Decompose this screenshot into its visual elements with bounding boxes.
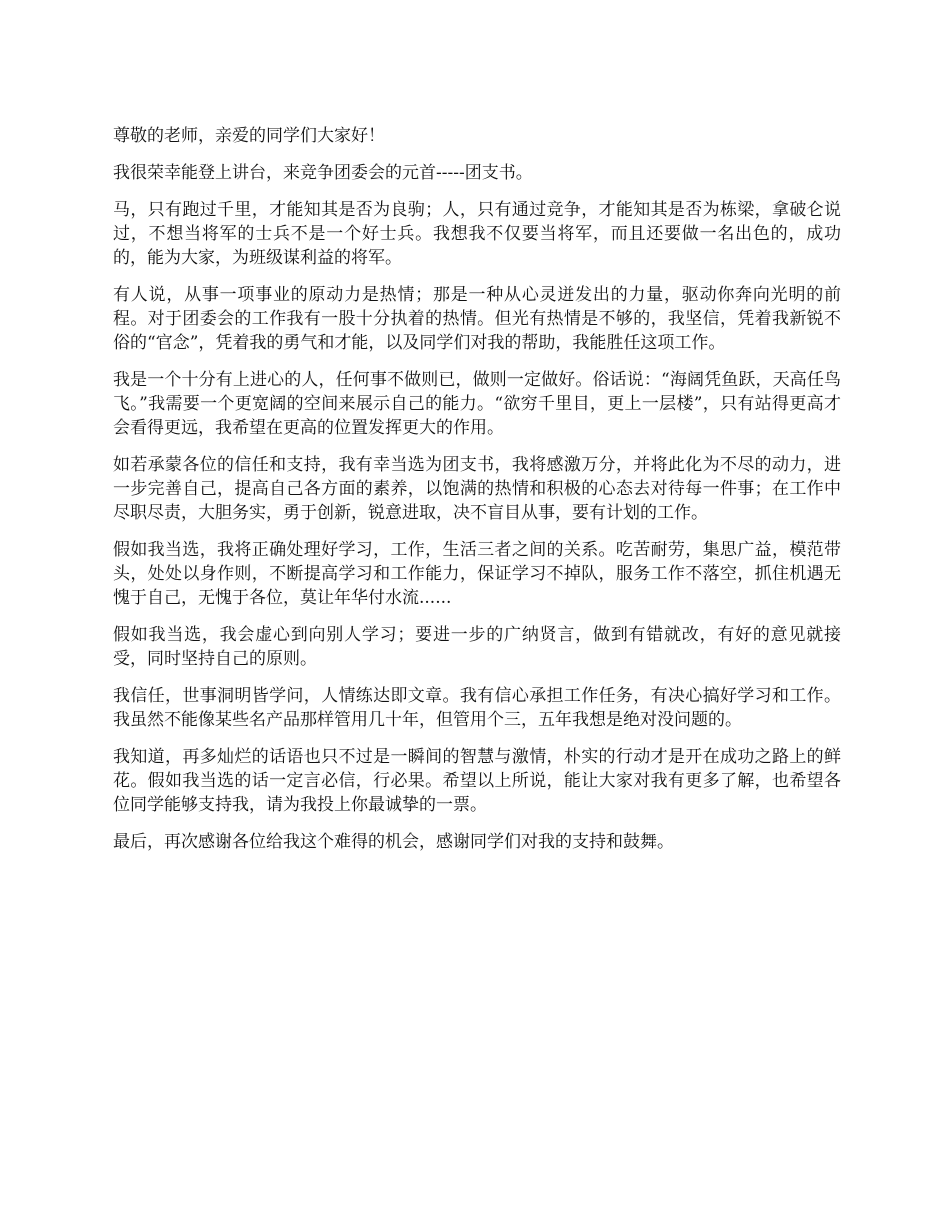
paragraph-competition: 马，只有跑过千里，才能知其是否为良驹；人，只有通过竞争，才能知其是否为栋梁，拿破仑说过，不想当将军的士兵不是一个好士兵。我想我不仅要当将军，而且还要做一名出色的，成功的，能为大家，为班级谋利益的将军。	[113, 200, 841, 268]
document-body	[113, 124, 841, 867]
paragraph-appeal: 我知道，再多灿烂的话语也只不过是一瞬间的智慧与激情，朴实的行动才是开在成功之路上的鲜花。假如我当选的话一定言必信，行必果。希望以上所说，能让大家对我有更多了解，也希望各位同学能够支持我，请为我投上你最诚挚的一票。	[113, 747, 841, 815]
paragraph-greeting: 尊敬的老师，亲爱的同学们大家好！	[113, 126, 385, 146]
paragraph-commitment: 如若承蒙各位的信任和支持，我有幸当选为团支书，我将感激万分，并将此化为不尽的动力，进一步完善自己，提高自己各方面的素养，以饱满的热情和积极的心态去对待每一件事；在工作中尽职尽责，大胆务实，勇于创新，锐意进取，决不盲目从事，要有计划的工作。	[113, 455, 841, 523]
paragraph-closing: 最后，再次感谢各位给我这个难得的机会，感谢同学们对我的支持和鼓舞。	[113, 832, 674, 852]
paragraph-confidence: 我信任，世事洞明皆学问，人情练达即文章。我有信心承担工作任务，有决心搞好学习和工作。我虽然不能像某些名产品那样管用几十年，但管用个三，五年我想是绝对没问题的。	[113, 686, 841, 730]
paragraph-balance: 假如我当选，我将正确处理好学习，工作，生活三者之间的关系。吃苦耐劳，集思广益，模范带头，处处以身作则，不断提高学习和工作能力，保证学习不掉队，服务工作不落空，抓住机遇无愧于自己，无愧于各位，莫让年华付水流......	[113, 540, 841, 608]
paragraph-ambition: 我是一个十分有上进心的人，任何事不做则已，做则一定做好。俗话说：“海阔凭鱼跃，天高任鸟飞。”我需要一个更宽阔的空间来展示自己的能力。“欲穷千里目，更上一层楼”，只有站得更高才会看得更远，我希望在更高的位置发挥更大的作用。	[113, 370, 841, 438]
paragraph-humility: 假如我当选，我会虚心到向别人学习；要进一步的广纳贤言，做到有错就改，有好的意见就接受，同时坚持自己的原则。	[113, 625, 841, 669]
paragraph-passion: 有人说，从事一项事业的原动力是热情；那是一种从心灵迸发出的力量，驱动你奔向光明的前程。对于团委会的工作我有一股十分执着的热情。但光有热情是不够的，我坚信，凭着我新锐不俗的“官念”，凭着我的勇气和才能，以及同学们对我的帮助，我能胜任这项工作。	[113, 285, 841, 353]
paragraph-intro: 我很荣幸能登上讲台，来竞争团委会的元首-----团支书。	[113, 163, 533, 183]
